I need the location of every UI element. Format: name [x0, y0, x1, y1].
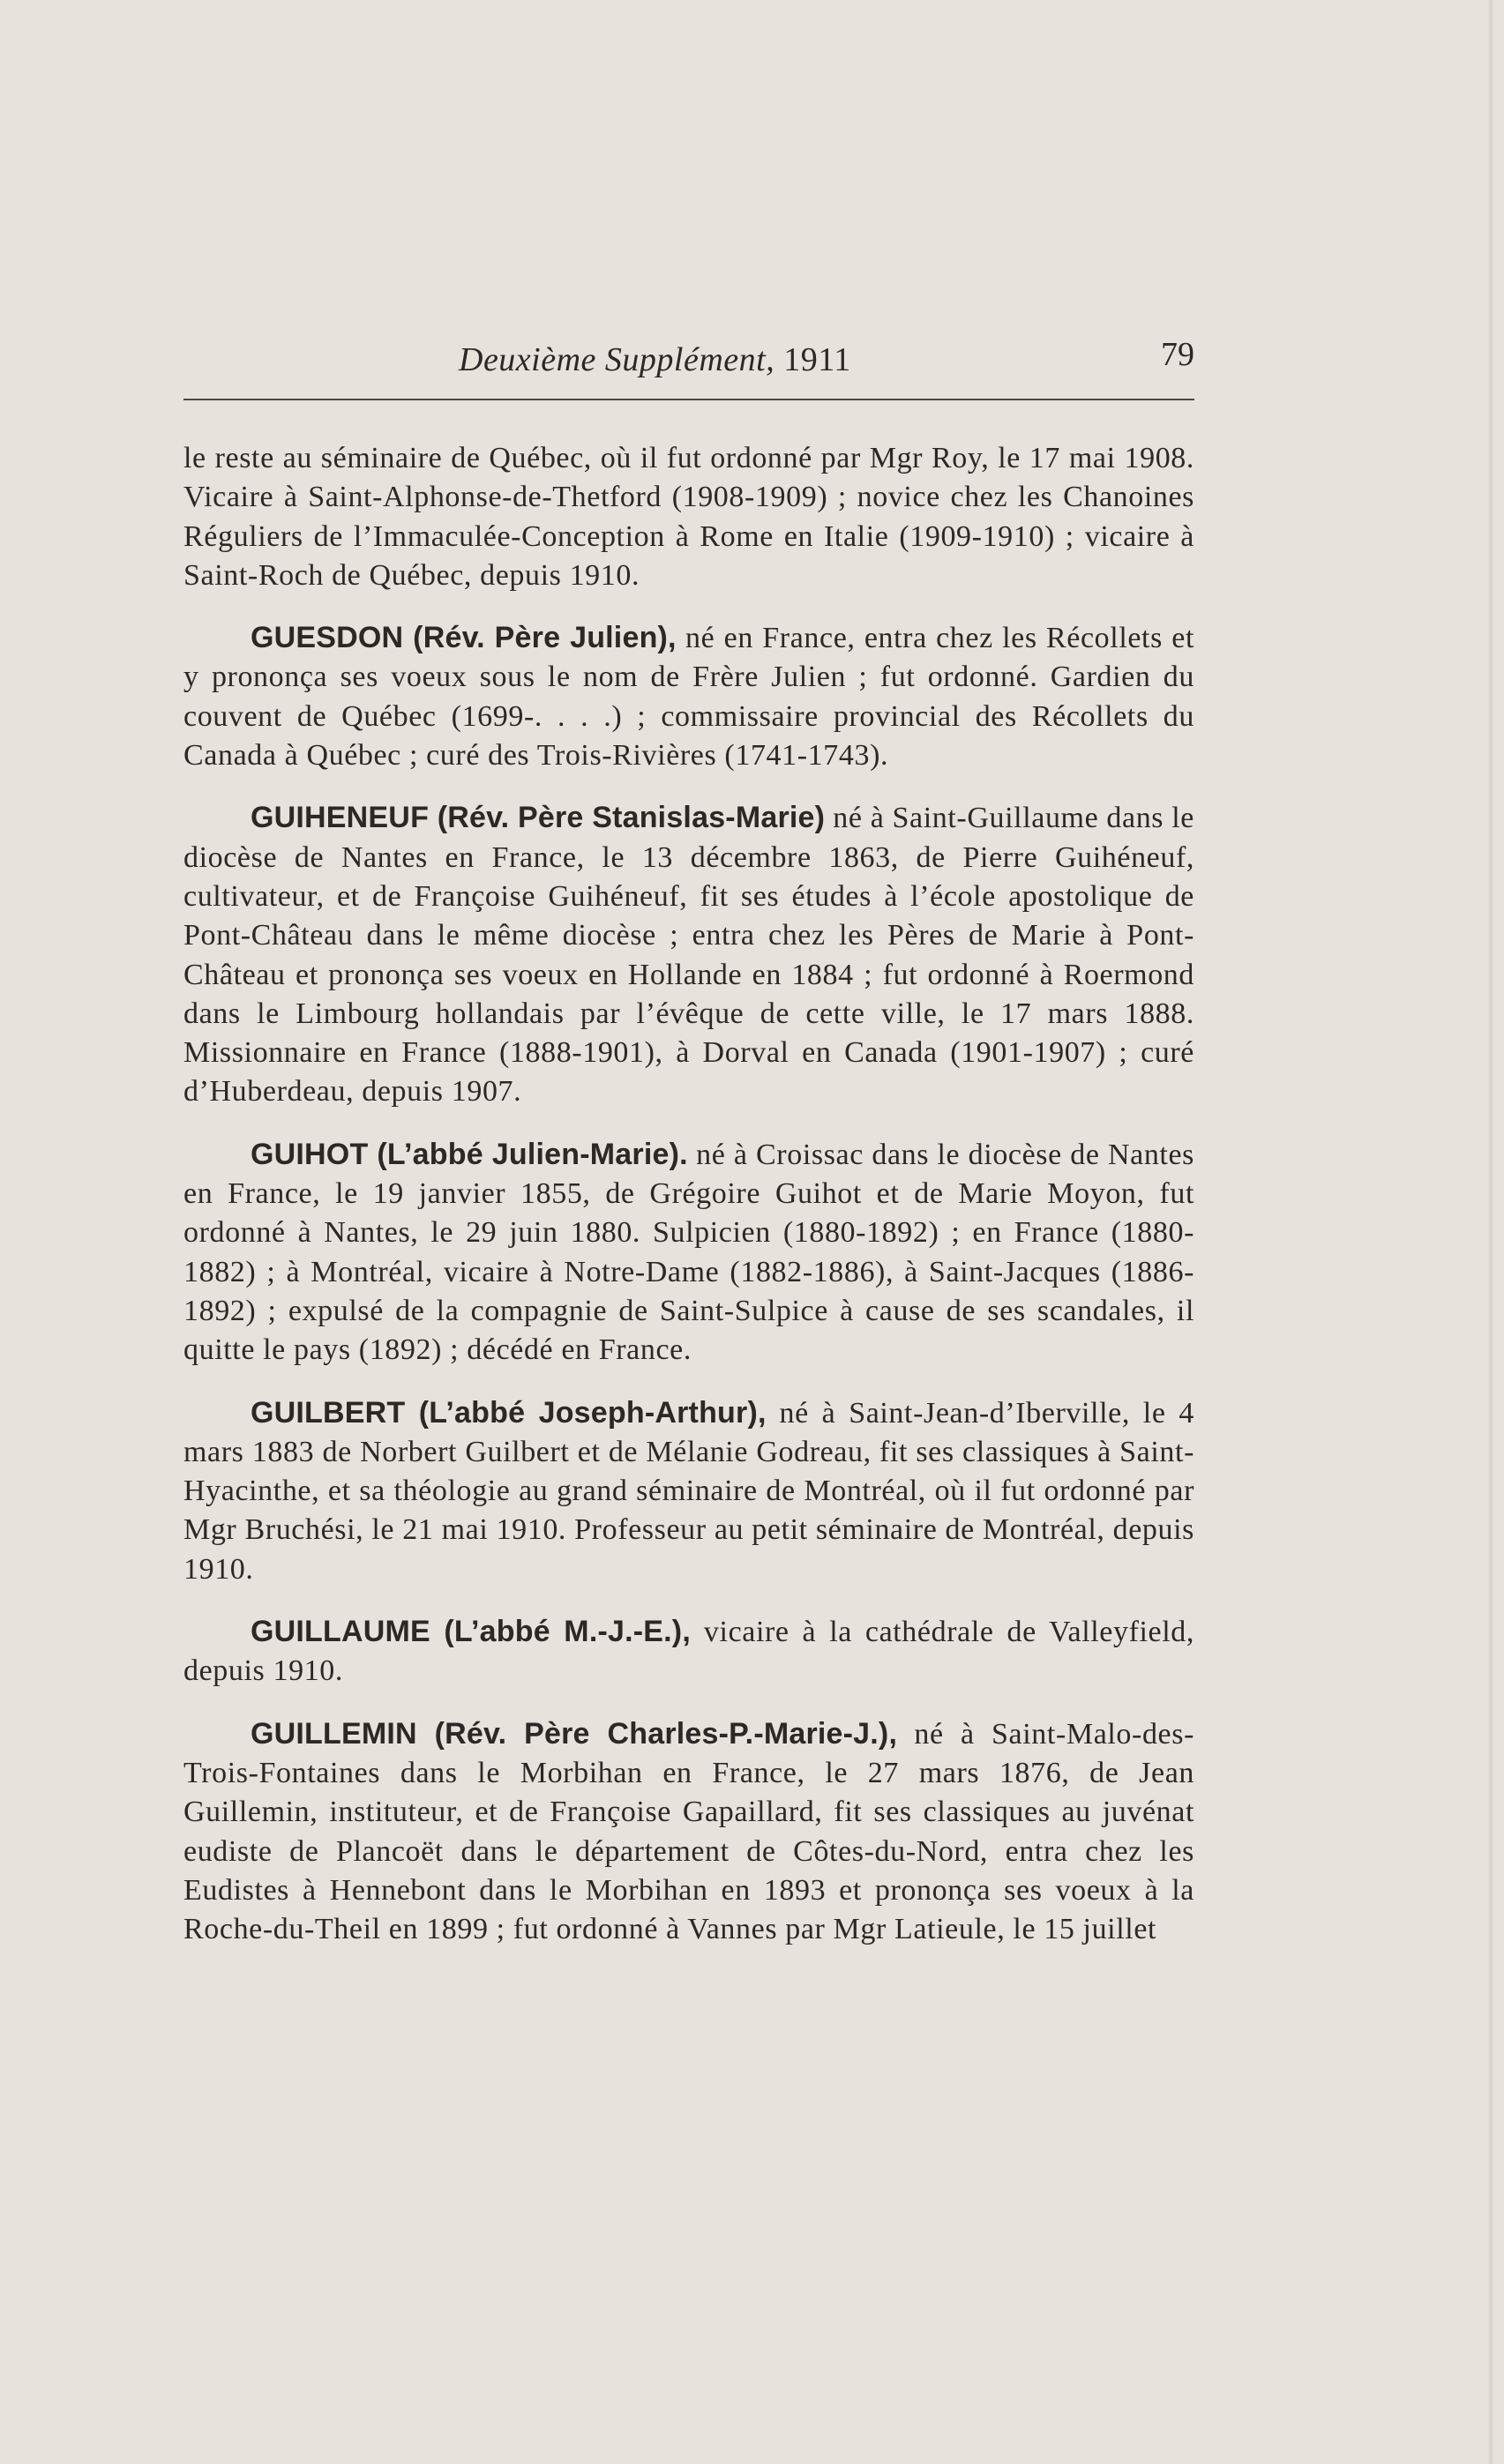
entry-guesdon: [183, 618, 1194, 775]
entry-guilbert: [183, 1393, 1194, 1589]
entry-text: né à Saint-Malo-des-Trois-Fontaines dans le Morbihan en France, le 27 mars 1876, de Jean Guillemin, instituteur, et de Françoise Gapaillard, fit ses classiques au juvénat eudiste de Plancoët dans le département de Côtes-du-Nord, entra chez les Eudistes à Hennebont dans le Morbihan en 1893 et prononça ses voeux à la Roche-du-Theil en 1899 ; fut ordonné à Vannes par Mgr Latieule, le 15 juillet: [183, 1717, 1194, 1946]
entry-guillaume: [183, 1612, 1194, 1691]
running-header: [183, 335, 1194, 397]
entry-text: né en France, entra chez les Récollets et y prononça ses voeux sous le nom de Frère Julien ; fut ordonné. Gardien du couvent de Québec (1699-. . . .) ; commissaire provincial des Récollets du Canada à Québec ; curé des Trois-Rivières (1741-1743).: [183, 622, 1195, 773]
entry-name: GUESDON (Rév. Père Julien),: [251, 621, 677, 655]
running-title-year: 1911: [783, 341, 851, 378]
header-rule: [183, 399, 1194, 400]
page-number: 79: [1161, 336, 1194, 373]
entry-name: GUIHENEUF (Rév. Père Stanislas-Marie): [251, 801, 826, 835]
entry-guillemin: [183, 1714, 1194, 1950]
continuation-paragraph: le reste au séminaire de Québec, où il fut ordonné par Mgr Roy, le 17 mai 1908. Vicaire à Saint-Alphonse-de-Thetford (1908-1909) ; novice chez les Chanoines Réguliers de l’Immaculée-Conception à Rome en Italie (1909-1910) ; vicaire à Saint-Roch de Québec, depuis 1910.: [183, 442, 1194, 592]
entry-name: GUILBERT (L’abbé Joseph-Arthur),: [251, 1395, 767, 1430]
entry-name: GUILLAUME (L’abbé M.-J.-E.),: [251, 1615, 691, 1649]
entry-guiheneuf: [183, 798, 1194, 1111]
entry-name: GUILLEMIN (Rév. Père Charles-P.-Marie-J.),: [251, 1716, 898, 1751]
page-body: [183, 439, 1194, 1949]
page-edge: [1488, 0, 1493, 2464]
running-title-text: Deuxième Supplément,: [459, 341, 775, 378]
running-title: [459, 340, 851, 379]
entry-guihot: [183, 1135, 1194, 1370]
entry-text: né à Saint-Guillaume dans le diocèse de Nantes en France, le 13 décembre 1863, de Pierre Guihéneuf, cultivateur, et de Françoise Guihéneuf, fit ses études à l’école apostolique de Pont-Château dans le même diocèse ; entra chez les Pères de Marie à Pont-Château et prononça ses voeux en Hollande en 1884 ; fut ordonné à Roermond dans le Limbourg hollandais par l’évêque de cette ville, le 17 mars 1888. Missionnaire en France (1888-1901), à Dorval en Canada (1901-1907) ; curé d’Huberdeau, depuis 1907.: [183, 802, 1194, 1109]
entry-text: né à Croissac dans le diocèse de Nantes en France, le 19 janvier 1855, de Grégoire Guihot et de Marie Moyon, fut ordonné à Nantes, le 29 juin 1880. Sulpicien (1880-1892) ; en France (1880-1882) ; à Montréal, vicaire à Notre-Dame (1882-1886), à Saint-Jacques (1886-1892) ; expulsé de la compagnie de Saint-Sulpice à cause de ses scandales, il quitte le pays (1892) ; décédé en France.: [183, 1138, 1194, 1367]
entry-text: né à Saint-Jean-d’Iberville, le 4 mars 1883 de Norbert Guilbert et de Mélanie Godreau, fit ses classiques à Saint-Hyacinthe, et sa théologie au grand séminaire de Montréal, où il fut ordonné par Mgr Bruchési, le 21 mai 1910. Professeur au petit séminaire de Montréal, depuis 1910.: [183, 1396, 1194, 1586]
entry-name: GUIHOT (L’abbé Julien-Marie).: [251, 1137, 688, 1171]
entry-text: vicaire à la cathédrale de Valleyfield, depuis 1910.: [183, 1616, 1194, 1688]
